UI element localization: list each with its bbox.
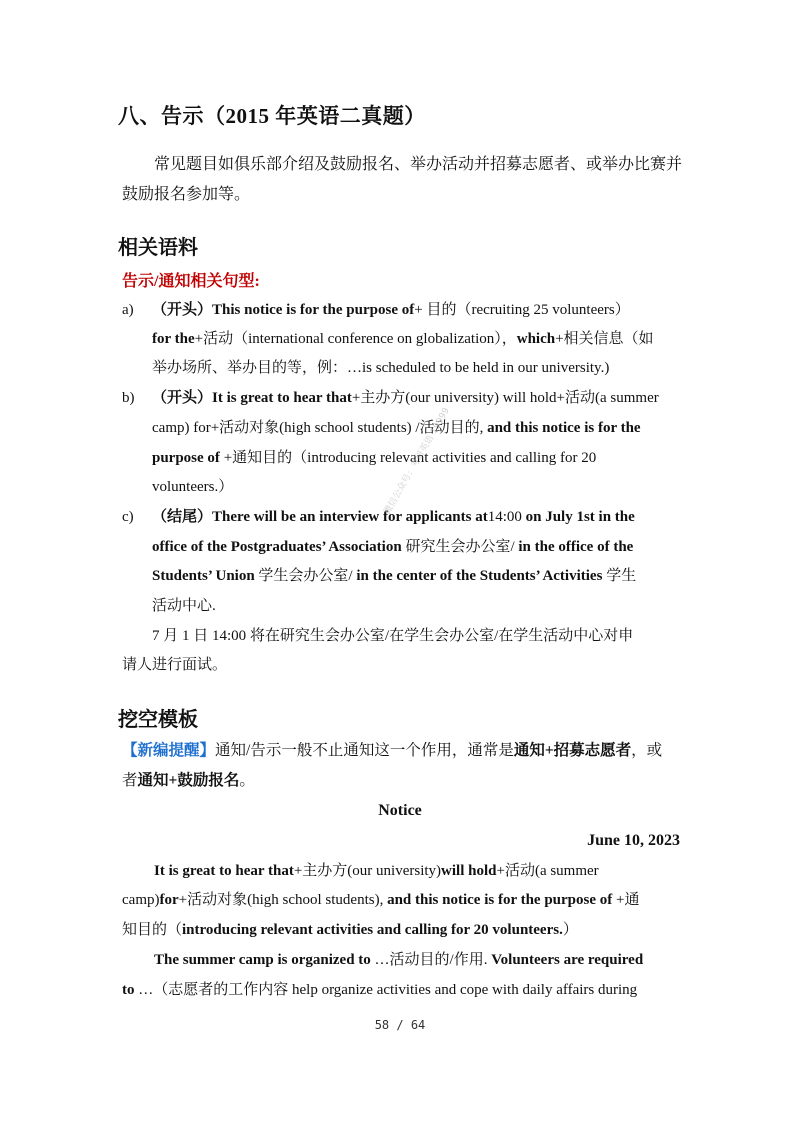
item-a-label: a) xyxy=(122,302,134,318)
item-b-line-3 xyxy=(152,448,596,468)
template-p1-line-1 xyxy=(154,861,599,881)
template-bold-1: It is great to hear that xyxy=(154,863,294,879)
item-a-text-3: +相关信息（如 xyxy=(555,331,654,347)
template-heading: 挖空模板 xyxy=(118,707,198,731)
item-a-line-3: 举办场所、举办目的等，例：…is scheduled to be held in our university.) xyxy=(152,360,610,376)
item-c-label: c) xyxy=(122,509,134,525)
watermark: 微信公众号：考研英语 19999 xyxy=(382,406,453,517)
item-b-line-2 xyxy=(152,418,641,438)
item-c-line-3 xyxy=(152,566,636,586)
template-p2-line-2 xyxy=(122,980,637,1000)
item-c-text-2: 学生会办公室/ xyxy=(258,568,353,584)
item-c-translation-1: 7 月 1 日 14:00 将在研究生会办公室/在学生会办公室/在学生活动中心对申 xyxy=(152,628,634,644)
template-bold-3: for xyxy=(159,892,179,908)
page-number: 58 / 64 xyxy=(374,1018,426,1032)
template-bold-4: and this notice is for the purpose of xyxy=(387,892,613,908)
tip-tag: 【新编提醒】 xyxy=(122,742,216,759)
template-p1-line-2 xyxy=(122,890,639,910)
tip-text-1: 通知/告示一般不止通知这一个作用，通常是 xyxy=(215,742,514,759)
template-text-5: +通 xyxy=(616,892,640,908)
item-c-line-2 xyxy=(152,537,633,557)
item-c-bold-2: on July 1st in the xyxy=(525,509,635,525)
template-bold-7: Volunteers are required xyxy=(491,952,644,968)
tip-line-1 xyxy=(122,741,662,761)
item-a-bold-2: for the xyxy=(152,331,195,347)
item-a-text-2: +活动（international conference on globalization）， xyxy=(194,331,517,347)
item-b-bold-2: and this notice is for the xyxy=(487,420,641,436)
item-a-line-2 xyxy=(152,329,654,349)
item-c-bold-4: in the office of the xyxy=(518,539,634,555)
tip-text-4: 。 xyxy=(239,772,255,789)
template-text-8: …活动目的/作用. xyxy=(374,952,488,968)
tip-bold-2: 通知+鼓励报名 xyxy=(137,772,240,789)
item-a-bold-3: which xyxy=(516,331,556,347)
template-text-3: camp) xyxy=(122,892,160,908)
item-c-line-1 xyxy=(122,507,635,527)
section-title: 八、告示（2015 年英语二真题） xyxy=(118,104,426,128)
template-bold-8: to xyxy=(122,982,135,998)
tip-bold-1: 通知+招募志愿者 xyxy=(513,742,632,759)
item-b-text: +主办方(our university) will hold+活动(a summer xyxy=(351,390,659,406)
sentence-patterns-subheading: 告示/通知相关句型: xyxy=(122,273,260,290)
item-c-bold-5: Students’ Union xyxy=(152,568,255,584)
intro-paragraph xyxy=(122,150,682,210)
item-c-bold-6: in the center of the Students’ Activities xyxy=(356,568,603,584)
template-text-6: 知目的（ xyxy=(122,922,183,938)
item-b-text-3: +通知目的（introducing relevant activities and calling for 20 xyxy=(223,450,597,466)
item-c-time: 14:00 xyxy=(487,509,522,525)
item-c-text: 研究生会办公室/ xyxy=(405,539,515,555)
item-c-line-4: 活动中心. xyxy=(152,598,216,614)
template-text-2: +活动(a summer xyxy=(496,863,599,879)
item-b-bold: （开头）It is great to hear that xyxy=(152,390,352,406)
template-bold-2: will hold xyxy=(441,863,497,879)
item-a-line-1 xyxy=(122,300,630,320)
notice-date: June 10, 2023 xyxy=(587,832,680,849)
intro-line-1: 常见题目如俱乐部介绍及鼓励报名、举办活动并招募志愿者、或举办比赛并 xyxy=(154,156,683,173)
tip-text-2: ，或 xyxy=(631,742,663,759)
template-p1-line-3 xyxy=(122,920,578,940)
item-b-text-2: camp) for+活动对象(high school students) /活动目的, xyxy=(152,420,484,436)
item-c-bold-3: office of the Postgraduates’ Association xyxy=(152,539,402,555)
tip-line-2 xyxy=(122,771,255,791)
tip-text-3: 者 xyxy=(122,772,138,789)
template-text-7: ） xyxy=(562,922,578,938)
item-b-line-1 xyxy=(122,388,659,408)
intro-line-2: 鼓励报名参加等。 xyxy=(122,186,251,203)
template-text-9: …（志愿者的工作内容 help organize activities and cope with daily affairs during xyxy=(138,982,638,998)
item-c-bold: （结尾）There will be an interview for applicants at xyxy=(152,509,488,525)
template-bold-6: The summer camp is organized to xyxy=(154,952,371,968)
template-bold-5: introducing relevant activities and calling for 20 volunteers. xyxy=(182,922,563,938)
item-c-text-3: 学生 xyxy=(606,568,637,584)
corpus-heading: 相关语料 xyxy=(118,235,198,259)
item-b-label: b) xyxy=(122,390,135,406)
item-c-translation-2: 请人进行面试。 xyxy=(122,657,228,673)
notice-title: Notice xyxy=(378,802,422,819)
item-b-bold-3: purpose of xyxy=(152,450,220,466)
item-a-text: + 目的（recruiting 25 volunteers） xyxy=(414,302,630,318)
item-b-line-4: volunteers.） xyxy=(152,479,234,495)
item-a-bold: （开头）This notice is for the purpose of xyxy=(152,302,415,318)
template-text-1: +主办方(our university) xyxy=(293,863,442,879)
template-p2-line-1 xyxy=(154,950,643,970)
template-text-4: +活动对象(high school students), xyxy=(178,892,384,908)
